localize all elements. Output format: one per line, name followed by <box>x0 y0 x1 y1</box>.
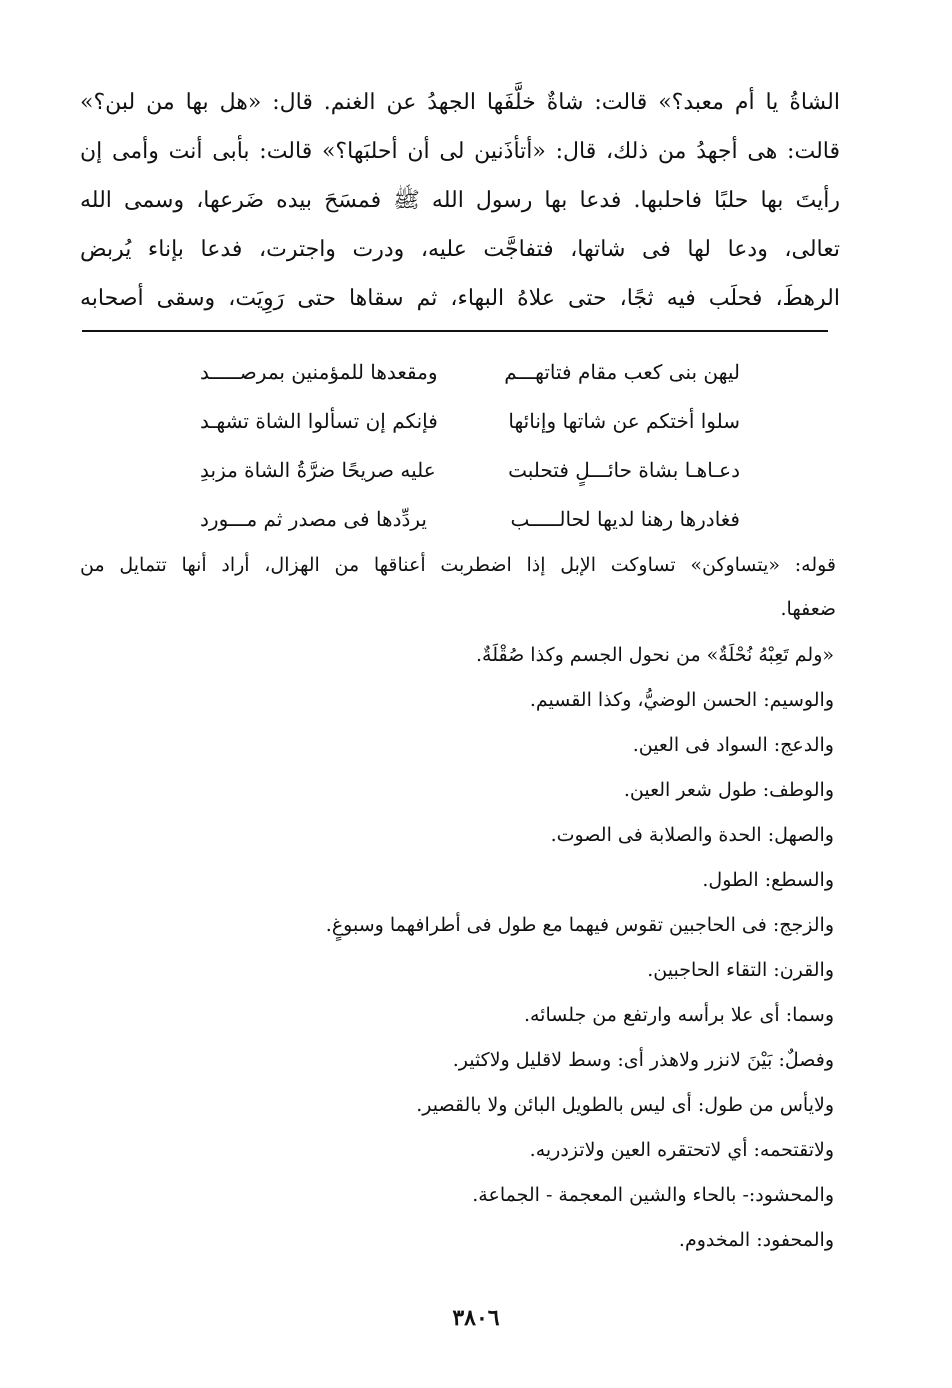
verse-first-hemistich: سلوا أختكم عن شاتها وإنائها <box>508 409 740 433</box>
glossary-entry: والدعج: السواد فى العين. <box>632 734 834 756</box>
poem-verse <box>190 497 750 546</box>
glossary-entry: ولاتقتحمه: أي لاتحتقره العين ولاتزدريه. <box>529 1139 834 1161</box>
glossary-entry: والصهل: الحدة والصلابة فى الصوت. <box>550 824 834 846</box>
poem-verse <box>190 350 750 399</box>
poem-verse <box>190 399 750 448</box>
main-text-line: الرهطَ، فحلَب فيه ثجًا، حتى علاهُ البهاء، ثم سقاها حتى رَوِيَت، وسقى أصحابه <box>80 286 840 311</box>
footnote-divider <box>82 330 828 332</box>
main-text-line: رأيتَ بها حلبًا فاحلبها. فدعا بها رسول الله ﷺ فمسَحَ بيده ضَرعها، وسمى الله <box>80 188 840 213</box>
glossary-entry: والمحشود:- بالحاء والشين المعجمة - الجماعة. <box>472 1184 834 1206</box>
main-text-line: تعالى، ودعا لها فى شاتها، فتفاجَّت عليه، ودرت واجترت، فدعا بإناء يُربض <box>80 237 840 262</box>
verse-second-hemistich: ومقعدها للمؤمنين بمرصـــــد <box>200 360 438 384</box>
glossary-entry: والمحفود: المخدوم. <box>678 1229 834 1251</box>
main-text-line: قالت: هى أجهدُ من ذلك، قال: «أتأذَنين لى أن أحلبَها؟» قالت: بأبى أنت وأمى إن <box>80 139 840 164</box>
glossary-entry: «ولم تَعِبْهُ نُحْلَةٌ» من نحول الجسم وكذا صُقْلَةٌ. <box>475 644 834 666</box>
poem-verse <box>190 448 750 497</box>
glossary-entry: وسما: أى علا برأسه وارتفع من جلسائه. <box>523 1004 834 1026</box>
page-number: ٣٨٠٦ <box>452 1305 500 1331</box>
main-text-line: الشاةُ يا أم معبد؟» قالت: شاةٌ خلَّفَها الجهدُ عن الغنم. قال: «هل بها من لبن؟» <box>80 90 840 115</box>
notes-intro-line: قوله: «يتساوكن» تساوكت الإبل إذا اضطربت أعناقها من الهزال، أراد أنها تتمايل من <box>80 554 836 576</box>
glossary-entry: والقرن: التقاء الحاجبين. <box>647 959 834 981</box>
verse-second-hemistich: فإنكم إن تسألوا الشاة تشهـد <box>200 409 438 433</box>
verse-first-hemistich: دعـاهـا بشاة حائـــلٍ فتحلبت <box>508 458 740 482</box>
poem <box>190 350 750 546</box>
glossary-entry: والوسيم: الحسن الوضيُّ، وكذا القسيم. <box>529 689 834 711</box>
verse-second-hemistich: عليه صريحًا ضرَّةُ الشاة مزبدِ <box>200 458 436 482</box>
verse-first-hemistich: ليهن بنى كعب مقام فتاتهـــم <box>504 360 740 384</box>
notes-intro-paragraph <box>80 543 836 631</box>
glossary-entry: والوطف: طول شعر العين. <box>623 779 834 801</box>
glossary-entry: والزجج: فى الحاجبين تقوس فيهما مع طول فى أطرافهما وسبوغٍ. <box>325 914 834 936</box>
verse-first-hemistich: فغادرها رهنا لديها لحالـــــب <box>510 507 740 531</box>
glossary-entry: وفصلٌ: بَيْنَ لانزر ولاهذر أى: وسط لاقليل ولاكثير. <box>452 1049 834 1071</box>
glossary-notes <box>80 543 836 1263</box>
glossary-entry: ولايأس من طول: أى ليس بالطويل البائن ولا بالقصير. <box>416 1094 834 1116</box>
glossary-entry: والسطع: الطول. <box>702 869 834 891</box>
verse-second-hemistich: يردِّدها فى مصدر ثم مـــورد <box>200 507 427 531</box>
main-text <box>80 78 840 323</box>
notes-intro-line: ضعفها. <box>780 598 836 620</box>
